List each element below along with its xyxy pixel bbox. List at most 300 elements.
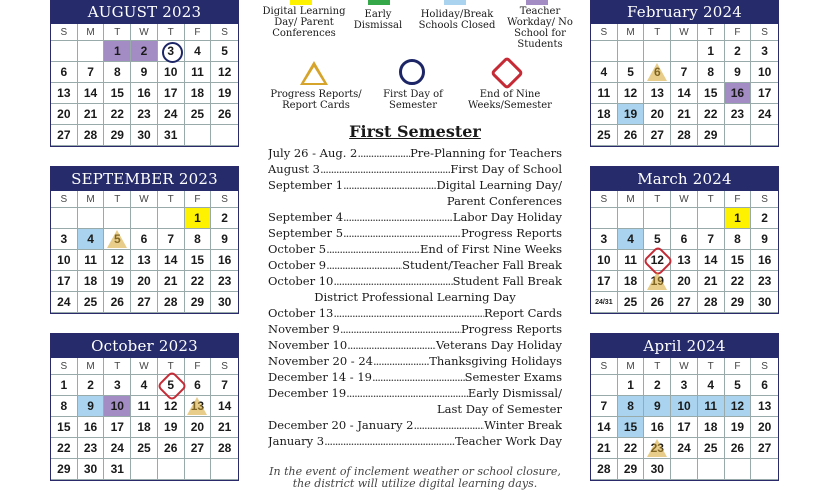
calendar-day: 8 — [618, 396, 645, 417]
calendar-day: 26 — [158, 438, 185, 459]
day-of-week-header: T — [644, 191, 671, 208]
calendar-day: 4 — [185, 41, 212, 62]
calendar-day: 29 — [51, 459, 78, 480]
calendar-day: 6 — [644, 62, 671, 83]
calendar-day: 11 — [618, 250, 645, 271]
calendar-day: 12 — [211, 62, 238, 83]
calendar-day: 18 — [131, 417, 158, 438]
calendar-day: 15 — [618, 417, 645, 438]
calendar-day: 12 — [158, 396, 185, 417]
calendar-day: 29 — [725, 292, 752, 313]
day-of-week-header: M — [78, 24, 105, 41]
event-date: January 3 — [268, 434, 325, 448]
calendar-day: 2 — [211, 208, 238, 229]
calendar-title: AUGUST 2023 — [51, 0, 238, 24]
calendar-day: 15 — [185, 250, 212, 271]
legend-end-of-nine: End of Nine Weeks/Semester — [468, 89, 552, 111]
event-name: Student Fall Break — [452, 274, 562, 288]
event-row — [268, 209, 562, 225]
calendar-day: 16 — [211, 250, 238, 271]
calendar-day: 6 — [671, 229, 698, 250]
calendar-day: 2 — [131, 41, 158, 62]
event-row — [268, 273, 562, 289]
day-of-week-header: T — [158, 191, 185, 208]
calendar-day: 11 — [698, 396, 725, 417]
day-of-week-header: S — [51, 191, 78, 208]
calendar-day — [131, 208, 158, 229]
event-name: Thanksgiving Holidays — [429, 354, 562, 368]
calendar-day: 22 — [51, 438, 78, 459]
calendar-day: 3 — [104, 375, 131, 396]
calendar-day: 19 — [644, 271, 671, 292]
calendar-day: 1 — [51, 375, 78, 396]
calendar-day: 10 — [104, 396, 131, 417]
event-name: District Professional Learning Day — [314, 290, 516, 304]
event-name: Digital Learning Day/ — [436, 178, 562, 192]
leader-dots — [343, 177, 436, 193]
calendar-day — [51, 208, 78, 229]
calendar-day: 5 — [725, 375, 752, 396]
day-of-week-header: T — [104, 191, 131, 208]
calendar-day: 18 — [185, 83, 212, 104]
calendar-day — [51, 41, 78, 62]
calendar-august-2023 — [50, 0, 239, 147]
calendar-grid — [591, 191, 778, 313]
event-name: Last Day of Semester — [437, 402, 562, 416]
event-row — [268, 369, 562, 385]
calendar-day: 9 — [751, 229, 778, 250]
calendar-day: 6 — [185, 375, 212, 396]
calendar-day: 25 — [131, 438, 158, 459]
day-of-week-header: S — [751, 24, 778, 41]
calendar-day: 29 — [185, 292, 212, 313]
calendar-day: 23 — [725, 104, 752, 125]
leader-dots — [333, 305, 484, 321]
event-row — [268, 353, 562, 369]
calendar-day — [618, 41, 645, 62]
day-of-week-header: S — [51, 24, 78, 41]
calendar-grid — [591, 358, 778, 480]
calendar-day: 17 — [51, 271, 78, 292]
calendar-day — [185, 459, 212, 480]
calendar-day: 7 — [671, 62, 698, 83]
calendar-day: 6 — [131, 229, 158, 250]
calendar-title: SEPTEMBER 2023 — [51, 167, 238, 191]
event-date: October 5 — [268, 242, 327, 256]
day-of-week-header: T — [644, 358, 671, 375]
day-of-week-header: W — [671, 191, 698, 208]
calendar-day: 26 — [644, 292, 671, 313]
calendar-day: 3 — [751, 41, 778, 62]
calendar-day: 20 — [51, 104, 78, 125]
day-of-week-header: S — [211, 358, 238, 375]
calendar-day: 25 — [698, 438, 725, 459]
event-row — [268, 225, 562, 241]
event-row — [268, 193, 562, 209]
calendar-day: 23 — [131, 104, 158, 125]
leader-dots — [357, 145, 410, 161]
calendar-day: 29 — [104, 125, 131, 146]
calendar-day: 30 — [644, 459, 671, 480]
event-row — [268, 401, 562, 417]
day-of-week-header: T — [698, 24, 725, 41]
leader-dots — [347, 337, 436, 353]
event-name: First Day of School — [450, 162, 562, 176]
leader-dots — [346, 385, 468, 401]
calendar-day: 27 — [185, 438, 212, 459]
calendar-day: 14 — [698, 250, 725, 271]
calendar-day: 19 — [104, 271, 131, 292]
calendar-day: 27 — [131, 292, 158, 313]
event-row — [268, 433, 562, 449]
calendar-day: 9 — [211, 229, 238, 250]
calendar-day: 27 — [671, 292, 698, 313]
event-date: October 9 — [268, 258, 327, 272]
day-of-week-header: F — [725, 24, 752, 41]
calendar-day — [671, 208, 698, 229]
day-of-week-header: S — [211, 191, 238, 208]
day-of-week-header: W — [131, 191, 158, 208]
calendar-day: 9 — [131, 62, 158, 83]
calendar-day: 7 — [698, 229, 725, 250]
event-date: December 14 - 19 — [268, 370, 372, 384]
legend-first-day: First Day of Semester — [383, 89, 443, 111]
calendar-day — [211, 459, 238, 480]
calendar-day — [591, 375, 618, 396]
calendar-day: 11 — [131, 396, 158, 417]
legend-digital-learning: Digital Learning Day/ Parent Conferences — [262, 6, 346, 39]
event-row — [268, 305, 562, 321]
event-row — [268, 145, 562, 161]
calendar-day: 17 — [671, 417, 698, 438]
calendar-day: 25 — [591, 125, 618, 146]
calendar-day: 20 — [751, 417, 778, 438]
calendar-day: 5 — [211, 41, 238, 62]
event-row — [268, 289, 562, 305]
calendar-day: 13 — [185, 396, 212, 417]
calendar-day: 5 — [644, 229, 671, 250]
calendar-day: 3 — [158, 41, 185, 62]
calendar-day: 25 — [618, 292, 645, 313]
day-of-week-header: S — [211, 24, 238, 41]
calendar-day: 25 — [78, 292, 105, 313]
calendar-day: 18 — [78, 271, 105, 292]
calendar-day: 6 — [751, 375, 778, 396]
calendar-day: 15 — [51, 417, 78, 438]
circle-icon — [399, 59, 425, 85]
day-of-week-header: S — [591, 358, 618, 375]
day-of-week-header: T — [104, 358, 131, 375]
calendar-day: 14 — [211, 396, 238, 417]
calendar-title: March 2024 — [591, 167, 778, 191]
leader-dots — [343, 225, 461, 241]
calendar-day: 1 — [185, 208, 212, 229]
calendar-day: 4 — [591, 62, 618, 83]
day-of-week-header: S — [591, 191, 618, 208]
calendar-day: 9 — [644, 396, 671, 417]
calendar-day: 5 — [104, 229, 131, 250]
event-date: September 5 — [268, 226, 344, 240]
calendar-day: 7 — [211, 375, 238, 396]
day-of-week-header: S — [51, 358, 78, 375]
event-row — [268, 257, 562, 273]
calendar-day: 15 — [725, 250, 752, 271]
calendar-day: 8 — [698, 62, 725, 83]
event-name: Report Cards — [484, 306, 562, 320]
calendar-day: 11 — [591, 83, 618, 104]
calendar-day — [591, 41, 618, 62]
calendar-day: 4 — [131, 375, 158, 396]
calendar-day: 4 — [698, 375, 725, 396]
calendar-day: 7 — [78, 62, 105, 83]
calendar-october-2023 — [50, 333, 239, 481]
event-name: End of First Nine Weeks — [420, 242, 562, 256]
calendar-day: 2 — [78, 375, 105, 396]
calendar-day: 28 — [591, 459, 618, 480]
day-of-week-header: W — [131, 24, 158, 41]
calendar-day: 14 — [78, 83, 105, 104]
calendar-day: 26 — [211, 104, 238, 125]
day-of-week-header: T — [158, 358, 185, 375]
legend-progress-reports: Progress Reports/ Report Cards — [270, 89, 362, 111]
calendar-day: 25 — [185, 104, 212, 125]
calendar-day: 28 — [671, 125, 698, 146]
calendar-day: 16 — [78, 417, 105, 438]
calendar-day: 13 — [644, 83, 671, 104]
calendar-day: 30 — [131, 125, 158, 146]
event-date: July 26 - Aug. 2 — [268, 146, 358, 160]
calendar-day: 2 — [725, 41, 752, 62]
calendar-day: 16 — [644, 417, 671, 438]
calendar-day: 21 — [158, 271, 185, 292]
event-name: Student/Teacher Fall Break — [402, 258, 562, 272]
calendar-day: 4 — [618, 229, 645, 250]
legend-early-swatch — [368, 0, 390, 5]
calendar-day — [671, 41, 698, 62]
calendar-day: 1 — [698, 41, 725, 62]
event-list — [268, 145, 562, 449]
calendar-day: 10 — [671, 396, 698, 417]
event-date: October 13 — [268, 306, 334, 320]
calendar-day: 17 — [591, 271, 618, 292]
calendar-day: 3 — [51, 229, 78, 250]
calendar-grid — [51, 191, 238, 313]
calendar-day: 16 — [751, 250, 778, 271]
calendar-day: 28 — [698, 292, 725, 313]
calendar-day: 30 — [211, 292, 238, 313]
day-of-week-header: S — [751, 358, 778, 375]
calendar-day: 18 — [618, 271, 645, 292]
calendar-day — [104, 208, 131, 229]
weather-note — [268, 466, 562, 490]
calendar-day — [644, 208, 671, 229]
day-of-week-header: S — [591, 24, 618, 41]
calendar-day: 31 — [158, 125, 185, 146]
event-date: November 9 — [268, 322, 340, 336]
calendar-grid — [51, 358, 238, 480]
calendar-day: 22 — [698, 104, 725, 125]
calendar-day: 30 — [751, 292, 778, 313]
calendar-day: 24 — [104, 438, 131, 459]
calendar-day: 6 — [51, 62, 78, 83]
calendar-day: 21 — [211, 417, 238, 438]
weather-note-line-2: the district will utilize digital learning days. — [292, 477, 538, 490]
event-row — [268, 417, 562, 433]
day-of-week-header: M — [618, 191, 645, 208]
legend-holiday-swatch — [444, 0, 466, 5]
event-row — [268, 177, 562, 193]
calendar-day: 21 — [591, 438, 618, 459]
event-name: Teacher Work Day — [455, 434, 562, 448]
leader-dots — [324, 433, 455, 449]
calendar-day — [725, 125, 752, 146]
calendar-day: 14 — [591, 417, 618, 438]
semester-title: First Semester — [349, 122, 481, 141]
calendar-day: 12 — [618, 83, 645, 104]
day-of-week-header: M — [78, 191, 105, 208]
calendar-day: 13 — [131, 250, 158, 271]
day-of-week-header: T — [158, 24, 185, 41]
calendar-day: 12 — [104, 250, 131, 271]
calendar-day: 20 — [671, 271, 698, 292]
day-of-week-header: W — [671, 24, 698, 41]
leader-dots — [340, 321, 461, 337]
calendar-day — [698, 208, 725, 229]
calendar-day: 4 — [78, 229, 105, 250]
calendar-day: 13 — [671, 250, 698, 271]
calendar-day: 5 — [158, 375, 185, 396]
day-of-week-header: T — [104, 24, 131, 41]
calendar-day: 1 — [618, 375, 645, 396]
legend-teacher-swatch — [526, 0, 548, 5]
calendar-day — [725, 459, 752, 480]
event-date: August 3 — [268, 162, 320, 176]
event-date: December 20 - January 2 — [268, 418, 414, 432]
calendar-day: 23 — [644, 438, 671, 459]
calendar-day: 24 — [751, 104, 778, 125]
calendar-day — [618, 208, 645, 229]
calendar-day — [158, 459, 185, 480]
calendar-day: 7 — [591, 396, 618, 417]
calendar-day: 20 — [131, 271, 158, 292]
calendar-day: 19 — [158, 417, 185, 438]
event-name: Veterans Day Holiday — [435, 338, 562, 352]
event-date: November 20 - 24 — [268, 354, 373, 368]
calendar-day: 8 — [185, 229, 212, 250]
calendar-day: 20 — [644, 104, 671, 125]
calendar-day: 8 — [104, 62, 131, 83]
event-date: November 10 — [268, 338, 348, 352]
event-name: Progress Reports — [460, 322, 562, 336]
calendar-day: 12 — [644, 250, 671, 271]
calendar-day: 22 — [618, 438, 645, 459]
leader-dots — [333, 273, 452, 289]
event-row — [268, 321, 562, 337]
calendar-day — [211, 125, 238, 146]
calendar-day — [185, 125, 212, 146]
calendar-grid — [51, 24, 238, 146]
calendar-day: 23 — [211, 271, 238, 292]
calendar-day: 8 — [51, 396, 78, 417]
calendar-day — [131, 459, 158, 480]
calendar-day: 5 — [618, 62, 645, 83]
calendar-day: 24/31 — [591, 292, 618, 313]
event-row — [268, 161, 562, 177]
calendar-grid — [591, 24, 778, 146]
calendar-day: 22 — [725, 271, 752, 292]
calendar-day: 24 — [158, 104, 185, 125]
day-of-week-header: M — [78, 358, 105, 375]
calendar-day — [751, 125, 778, 146]
day-of-week-header: F — [185, 358, 212, 375]
calendar-day — [158, 208, 185, 229]
calendar-day: 21 — [671, 104, 698, 125]
calendar-day: 22 — [104, 104, 131, 125]
event-date: September 1 — [268, 178, 344, 192]
event-row — [268, 241, 562, 257]
calendar-day: 24 — [51, 292, 78, 313]
calendar-day — [671, 459, 698, 480]
calendar-day: 3 — [591, 229, 618, 250]
calendar-april-2024 — [590, 333, 779, 481]
calendar-day: 1 — [725, 208, 752, 229]
day-of-week-header: T — [698, 191, 725, 208]
calendar-day: 9 — [78, 396, 105, 417]
calendar-day: 29 — [618, 459, 645, 480]
hexagon-icon — [490, 56, 524, 90]
event-name: Early Dismissal/ — [467, 386, 562, 400]
day-of-week-header: F — [725, 191, 752, 208]
event-name: Semester Exams — [464, 370, 562, 384]
calendar-day: 15 — [104, 83, 131, 104]
calendar-day: 24 — [671, 438, 698, 459]
legend-early-dismissal: Early Dismissal — [353, 9, 403, 31]
event-name: Parent Conferences — [446, 194, 562, 208]
legend-holiday-break: Holiday/Break Schools Closed — [418, 9, 496, 31]
calendar-day: 29 — [698, 125, 725, 146]
calendar-february-2024 — [590, 0, 779, 147]
day-of-week-header: T — [644, 24, 671, 41]
calendar-day: 10 — [751, 62, 778, 83]
day-of-week-header: W — [131, 358, 158, 375]
calendar-day: 9 — [725, 62, 752, 83]
calendar-day: 17 — [751, 83, 778, 104]
calendar-day — [751, 459, 778, 480]
calendar-day: 17 — [158, 83, 185, 104]
calendar-day: 11 — [185, 62, 212, 83]
day-of-week-header: M — [618, 358, 645, 375]
calendar-day: 13 — [51, 83, 78, 104]
calendar-day: 30 — [78, 459, 105, 480]
calendar-day: 10 — [591, 250, 618, 271]
weather-note-line-1: In the event of inclement weather or school closure, — [269, 465, 561, 478]
calendar-day: 3 — [671, 375, 698, 396]
calendar-day: 16 — [131, 83, 158, 104]
calendar-day: 19 — [725, 417, 752, 438]
leader-dots — [413, 417, 484, 433]
legend-teacher-workday: Teacher Workday/ No School for Students — [507, 6, 573, 50]
calendar-day: 8 — [725, 229, 752, 250]
calendar-day: 20 — [185, 417, 212, 438]
calendar-day: 23 — [78, 438, 105, 459]
day-of-week-header: F — [185, 191, 212, 208]
calendar-day: 2 — [644, 375, 671, 396]
event-date: December 19 — [268, 386, 347, 400]
day-of-week-header: T — [698, 358, 725, 375]
event-row — [268, 337, 562, 353]
calendar-day: 1 — [104, 41, 131, 62]
calendar-day: 14 — [158, 250, 185, 271]
